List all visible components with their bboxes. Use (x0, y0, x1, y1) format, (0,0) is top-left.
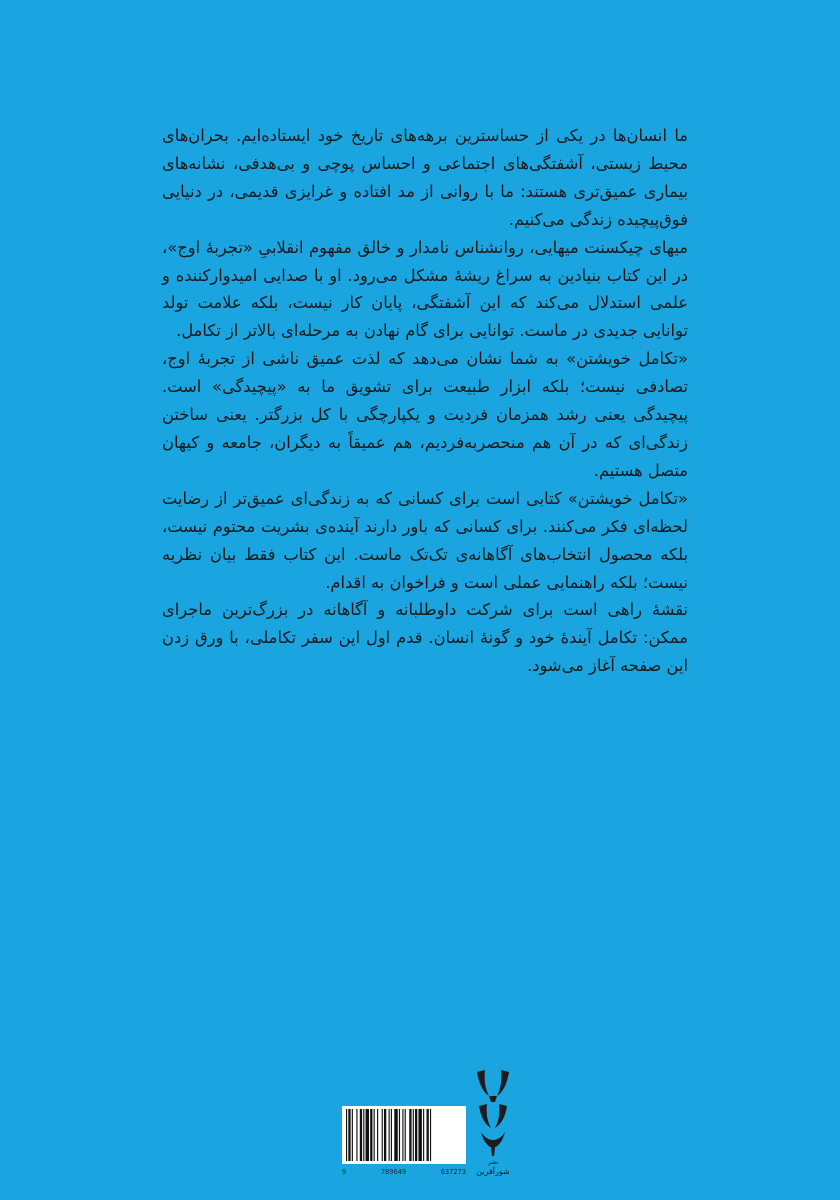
blurb-paragraph-5: نقشهٔ راهی است برای شرکت داوطلبانه و آگاهانه در بزرگ‌ترین ماجرای ممکن: تکامل آیندهٔ خود و گونهٔ انسان. قدم اول این سفر تکاملی، با ورق زدن این صفحه آغاز می‌شود. (162, 600, 688, 676)
barcode-bar (409, 1109, 411, 1161)
barcode-bar (423, 1109, 424, 1161)
publisher-logo (473, 1066, 513, 1178)
barcode-bar (356, 1109, 357, 1161)
barcode-bars (342, 1106, 466, 1164)
publisher-label: نشر (487, 1159, 499, 1166)
barcode-bar (360, 1109, 362, 1161)
barcode-bar (394, 1109, 397, 1161)
barcode-bar (391, 1109, 392, 1161)
barcode-bar (399, 1109, 400, 1161)
barcode-number (342, 1168, 466, 1176)
barcode-bar (377, 1109, 378, 1161)
barcode-bar (430, 1109, 431, 1161)
barcode-bar (413, 1109, 414, 1161)
barcode-bar (366, 1109, 369, 1161)
back-cover-blurb (162, 122, 688, 680)
blurb-paragraph-1: ما انسان‌ها در یکی از حساسترین برهه‌های تاریخ خود ایستاده‌ایم. بحران‌های محیط زیستی، آشفتگی‌های اجتماعی و احساس پوچی و بی‌هدفی، نشانه‌های بیماری عمیق‌تری هستند: ما با روانی از مد افتاده و غرایزی قدیمی، در دنیایی فوق‌پیچیده زندگی می‌کنیم. (162, 126, 688, 229)
barcode-digit-group-3: 637273 (440, 1168, 466, 1176)
blurb-paragraph-4: «تکامل خویشتن» کتابی است برای کسانی که به زندگی‌ای عمیق‌تر از رضایت لحظه‌ای فکر می‌کنند. برای کسانی که باور دارند آینده‌ی بشریت محتوم نیست، بلکه محصول انتخاب‌های آگاهانه‌ی تک‌تک ماست. این کتاب فقط بیان نظریه نیست؛ بلکه راهنمایی عملی است و فراخوان به اقدام. (162, 488, 688, 592)
barcode-bar (384, 1109, 386, 1161)
isbn-barcode (342, 1106, 466, 1164)
barcode-bar (427, 1109, 429, 1161)
barcode-bar (363, 1109, 364, 1161)
barcode-bar (374, 1109, 375, 1161)
barcode-bar (418, 1109, 421, 1161)
barcode-bar (405, 1109, 406, 1161)
barcode-bar (346, 1109, 347, 1161)
barcode-bar (348, 1109, 350, 1161)
barcode-bar (370, 1109, 372, 1161)
blurb-paragraph-3: «تکامل خویشتن» به شما نشان می‌دهد که لذت عمیق ناشی از تجربهٔ اوج، تصادفی نیست؛ بلکه ابزار طبیعت برای تشویق ما به «پیچیدگی» است. پیچیدگی یعنی رشد همزمان فردیت و یکپارچگی با کل بزرگتر. یعنی ساختن زندگی‌ای که در آن هم منحصربه‌فردیم، هم عمیقاً به دیگران، جامعه و کیهان متصل هستیم. (162, 349, 688, 480)
barcode-bar (382, 1109, 383, 1161)
blurb-paragraph-2: میهای چیکسنت میهایی، روانشناس نامدار و خالق مفهوم انقلابیِ «تجربهٔ اوج»، در این کتاب بنیادین به سراغ ریشهٔ مشکل می‌رود. او با صدایی امیدوارکننده و علمی استدلال می‌کند که این آشفتگی، پایان کار نیست، بلکه علامت تولد توانایی جدیدی در ماست. توانایی برای گام نهادن به مرحله‌ای بالاتر از تکامل. (162, 237, 688, 341)
barcode-bar (352, 1109, 353, 1161)
barcode-digit-group-2: 789649 (380, 1168, 407, 1176)
publisher-logo-icon (473, 1066, 513, 1178)
barcode-bar (402, 1109, 403, 1161)
publisher-name: شورآفرین (476, 1167, 510, 1176)
barcode-bar (415, 1109, 417, 1161)
barcode-digit-group-1: 9 (342, 1168, 347, 1176)
barcode-bar (389, 1109, 390, 1161)
